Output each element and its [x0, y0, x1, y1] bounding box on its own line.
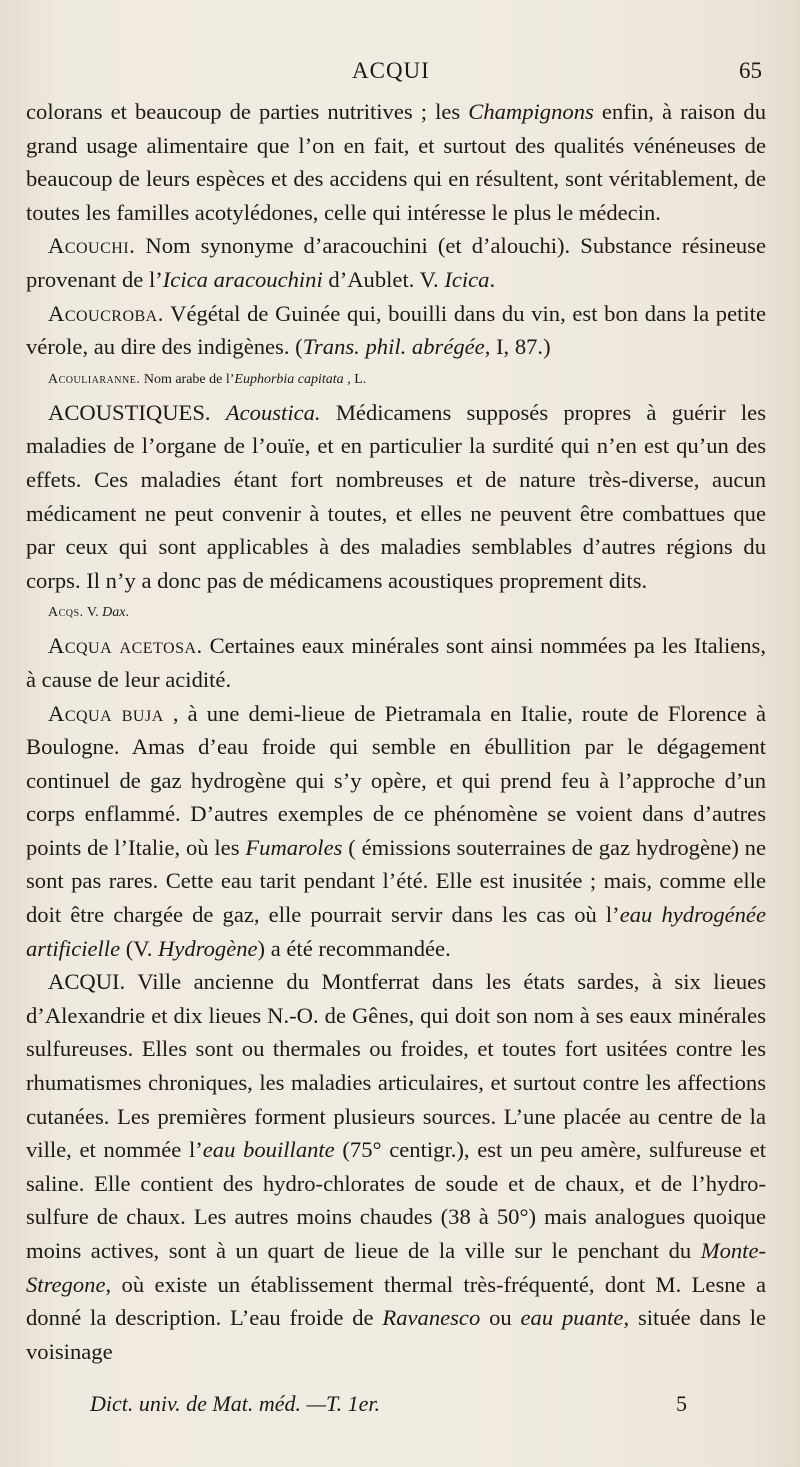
text-run: ( émissions souterraines de gaz hydrogène) ne sont pas rares. Cette eau tarit pendant l’été. Elle est inusitée ; mais, comme elle doit être chargée de gaz, elle pourrait servir dans les cas où l’ — [26, 834, 767, 928]
italic-term: Ravanesco — [382, 1305, 481, 1331]
text-run: ) a été recommandée. — [257, 935, 451, 961]
italic-term: Trans. phil. abrégée — [302, 334, 485, 360]
text-run: Certaines eaux minérales sont ainsi nommées pa les Italiens, à cause de leur acidité. — [26, 633, 766, 692]
text-run: , I, 87.) — [484, 334, 551, 360]
italic-term: Icica — [444, 266, 490, 292]
entry-acqua-buja — [26, 697, 766, 966]
entry-headword: Acqs. — [48, 605, 84, 621]
signature-line: Dict. univ. de Mat. méd. —T. 1er. — [90, 1391, 381, 1416]
entry-acoustiques — [26, 396, 766, 598]
text-run: (V. — [120, 935, 158, 961]
page-body — [26, 95, 766, 1368]
italic-term: eau puante — [520, 1305, 624, 1331]
entry-headword: Acoucroba. — [48, 300, 164, 326]
text-run: , L. — [343, 371, 367, 387]
signature-mark: 5 — [676, 1391, 687, 1416]
paragraph-continuation — [26, 95, 766, 229]
text-run: Nom synonyme d’aracouchini (et d’alouchi). Substance résineuse provenant de l’ — [26, 233, 766, 292]
text-run: , située dans le voisinage — [26, 1305, 767, 1364]
text-run: colorans et beaucoup de parties nutritives ; les — [26, 99, 469, 124]
italic-term: Hydrogène — [158, 935, 258, 961]
italic-term: Monte-Stregone — [26, 1238, 766, 1297]
entry-headword: Acouliaranne. — [48, 371, 141, 387]
text-run: Ville ancienne du Montferrat dans les états sardes, à six lieues d’Alexandrie et dix lieues N.-O. de Gênes, qui doit son nom à ses eaux minérales sulfureuses. Elles sont ou thermales ou froides, et toutes fort usitées contre les rhumatismes chroniques, les maladies articulaires, et surtout contre les affections cutanées. Les premières forment plusieurs sources. L’une placée au centre de la ville, et nommée l’ — [26, 969, 766, 1163]
text-run: Végétal de Guinée qui, bouilli dans du vin, est bon dans la petite vérole, au dire des indigènes. ( — [26, 300, 766, 360]
italic-term: Fumaroles — [245, 834, 343, 860]
entry-headword: ACOUSTIQUES. — [48, 399, 211, 425]
entry-acqua-acetosa — [26, 629, 766, 696]
entry-acoucroba — [26, 297, 766, 364]
text-run: . — [125, 605, 129, 621]
text-run: , où existe un établissement thermal très-fréquenté, dont M. Lesne a donné la description. L’eau froide de — [26, 1271, 766, 1331]
running-header — [0, 58, 800, 92]
text-run: ou — [480, 1305, 521, 1331]
entry-headword: Acouchi. — [48, 233, 136, 259]
italic-term: eau hydrogénée artificielle — [26, 902, 766, 961]
italic-term: Icica aracouchini — [162, 266, 323, 292]
text-run: . — [489, 266, 496, 292]
text-run: (75° centigr.), est un peu amère, sulfureuse et saline. Elle contient des hydro-chlorates de soude et de chaux, et de l’hydro-sulfure de chaux. Les autres moins chaudes (38 à 50°) mais analogues quoique moins actives, sont à un quart de lieue de la ville sur le penchant du — [26, 1137, 766, 1263]
italic-term: Champignons — [468, 99, 594, 124]
text-run: enfin, à raison du grand usage alimentaire que l’on en fait, et surtout des qualités vénéneuses de beaucoup de leurs espèces et des accidens qui en résultent, sont véritablement, de toutes les familles acotylédones, celle qui intéresse le plus le médecin. — [26, 99, 766, 225]
text-run: Nom arabe de l’ — [140, 371, 235, 387]
entry-acouliaranne — [48, 370, 766, 390]
italic-term: eau bouillante — [202, 1137, 335, 1163]
page-number: 65 — [739, 58, 762, 83]
page-footer — [0, 1391, 800, 1423]
entry-headword: Acqua buja — [48, 700, 164, 726]
text-run: Médicamens supposés propres à guérir les maladies de l’organe de l’ouïe, et en particulier la surdité qui n’en est qu’un des effets. Ces maladies étant fort nombreuses et de nature très-diverse, aucun médicament ne peut convenir à toutes, et elles ne peuvent être combattues que par ceux qui sont applicables à des maladies semblables d’autres régions du corps. Il n’y a donc pas de médicamens acoustiques proprement dits. — [26, 399, 766, 593]
entry-headword: ACQUI. — [48, 969, 126, 995]
text-run: V. — [83, 605, 103, 621]
entry-acqui — [26, 965, 766, 1368]
entry-acqs — [48, 603, 766, 623]
text-run: , à une demi-lieue de Pietramala en Italie, route de Florence à Boulogne. Amas d’eau froide qui semble en ébullition par le dégagement continuel de gaz hydrogène qui s’y opère, et qui prend feu à l’approche d’un corps enflammé. D’autres exemples de ce phénomène se voient dans d’autres points de l’Italie, où les — [26, 700, 767, 860]
italic-term: Euphorbia capitata — [234, 371, 344, 387]
text-run: d’Aublet. V. — [322, 266, 445, 292]
italic-term: Acoustica. — [225, 399, 321, 425]
running-title: ACQUI — [352, 58, 430, 83]
entry-headword: Acqua acetosa. — [48, 633, 203, 659]
italic-term: Dax — [102, 605, 126, 621]
entry-acouchi — [26, 229, 766, 296]
